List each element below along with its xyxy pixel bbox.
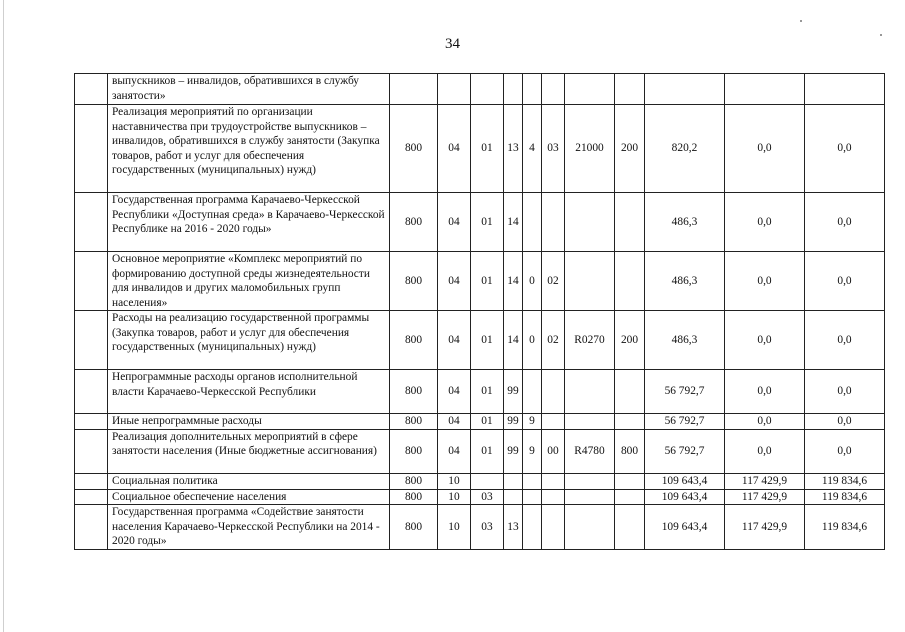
cell-ministry: 800 — [390, 105, 438, 193]
cell-subprogram: 9 — [523, 414, 542, 430]
cell-blank — [75, 252, 108, 311]
table-row — [75, 370, 885, 414]
table-row — [75, 105, 885, 193]
cell-expense-type: 200 — [615, 105, 645, 193]
cell-subsection: 01 — [471, 105, 504, 193]
page-number: 34 — [445, 36, 460, 52]
cell-program — [504, 489, 523, 505]
cell-subprogram — [523, 74, 542, 105]
cell-event: 02 — [542, 311, 565, 370]
cell-section: 10 — [438, 489, 471, 505]
cell-section: 04 — [438, 414, 471, 430]
cell-event — [542, 505, 565, 550]
cell-blank — [75, 505, 108, 550]
cell-subprogram — [523, 489, 542, 505]
cell-direction — [565, 74, 615, 105]
cell-sum-2020: 0,0 — [805, 311, 885, 370]
cell-section: 04 — [438, 105, 471, 193]
cell-sum-2019: 0,0 — [725, 429, 805, 473]
cell-sum-2018: 109 643,4 — [645, 473, 725, 489]
cell-direction: R0270 — [565, 311, 615, 370]
cell-sum-2020: 0,0 — [805, 105, 885, 193]
cell-subsection — [471, 74, 504, 105]
cell-subprogram: 0 — [523, 252, 542, 311]
cell-sum-2020 — [805, 74, 885, 105]
cell-ministry: 800 — [390, 414, 438, 430]
table-row — [75, 252, 885, 311]
cell-blank — [75, 473, 108, 489]
cell-ministry: 800 — [390, 473, 438, 489]
cell-direction — [565, 193, 615, 252]
cell-direction — [565, 473, 615, 489]
cell-sum-2019: 117 429,9 — [725, 505, 805, 550]
cell-sum-2019: 117 429,9 — [725, 489, 805, 505]
cell-expense-type — [615, 473, 645, 489]
table-row — [75, 74, 885, 105]
table-row — [75, 489, 885, 505]
cell-section — [438, 74, 471, 105]
cell-name: Социальная политика — [108, 473, 390, 489]
cell-program: 13 — [504, 505, 523, 550]
cell-ministry — [390, 74, 438, 105]
cell-subsection: 03 — [471, 489, 504, 505]
cell-direction — [565, 489, 615, 505]
cell-direction — [565, 414, 615, 430]
cell-subprogram — [523, 370, 542, 414]
cell-name: выпускников – инвалидов, обратившихся в службу занятости» — [108, 74, 390, 105]
cell-subprogram: 9 — [523, 429, 542, 473]
cell-subsection: 01 — [471, 193, 504, 252]
cell-subsection: 01 — [471, 429, 504, 473]
cell-section: 10 — [438, 505, 471, 550]
cell-name: Непрограммные расходы органов исполнительной власти Карачаево-Черкесской Республики — [108, 370, 390, 414]
table-body — [75, 74, 885, 550]
cell-sum-2019: 0,0 — [725, 370, 805, 414]
cell-event — [542, 414, 565, 430]
cell-program — [504, 473, 523, 489]
table-row — [75, 311, 885, 370]
cell-ministry: 800 — [390, 311, 438, 370]
cell-event — [542, 193, 565, 252]
cell-subsection — [471, 473, 504, 489]
cell-sum-2019: 0,0 — [725, 105, 805, 193]
cell-name: Основное мероприятие «Комплекс мероприятий по формированию доступной среды жизнедеятельности для инвалидов и других маломобильных групп населения» — [108, 252, 390, 311]
cell-event — [542, 370, 565, 414]
cell-event — [542, 473, 565, 489]
cell-blank — [75, 370, 108, 414]
cell-ministry: 800 — [390, 252, 438, 311]
cell-event — [542, 74, 565, 105]
cell-subsection: 03 — [471, 505, 504, 550]
table-row — [75, 473, 885, 489]
cell-program: 13 — [504, 105, 523, 193]
cell-sum-2019 — [725, 74, 805, 105]
cell-program: 99 — [504, 429, 523, 473]
cell-name: Реализация дополнительных мероприятий в сфере занятости населения (Иные бюджетные ассигнования) — [108, 429, 390, 473]
cell-section: 04 — [438, 429, 471, 473]
cell-expense-type — [615, 193, 645, 252]
cell-program: 99 — [504, 370, 523, 414]
cell-ministry: 800 — [390, 370, 438, 414]
cell-subsection: 01 — [471, 252, 504, 311]
cell-event: 02 — [542, 252, 565, 311]
cell-direction — [565, 370, 615, 414]
cell-blank — [75, 74, 108, 105]
cell-program — [504, 74, 523, 105]
cell-ministry: 800 — [390, 489, 438, 505]
cell-event: 03 — [542, 105, 565, 193]
cell-sum-2018: 56 792,7 — [645, 370, 725, 414]
cell-direction: R4780 — [565, 429, 615, 473]
cell-section: 04 — [438, 370, 471, 414]
cell-sum-2018 — [645, 74, 725, 105]
cell-name: Иные непрограммные расходы — [108, 414, 390, 430]
scan-speck — [800, 20, 802, 22]
cell-subprogram — [523, 193, 542, 252]
cell-expense-type — [615, 414, 645, 430]
budget-table — [74, 73, 885, 550]
cell-subprogram — [523, 505, 542, 550]
cell-program: 99 — [504, 414, 523, 430]
cell-subprogram — [523, 473, 542, 489]
cell-sum-2020: 119 834,6 — [805, 505, 885, 550]
cell-name: Социальное обеспечение населения — [108, 489, 390, 505]
cell-sum-2018: 109 643,4 — [645, 489, 725, 505]
cell-subsection: 01 — [471, 370, 504, 414]
cell-blank — [75, 105, 108, 193]
cell-sum-2019: 0,0 — [725, 311, 805, 370]
cell-name: Расходы на реализацию государственной программы (Закупка товаров, работ и услуг для обеспечения государственных (муниципальных) нужд) — [108, 311, 390, 370]
cell-section: 04 — [438, 193, 471, 252]
cell-ministry: 800 — [390, 429, 438, 473]
cell-expense-type — [615, 74, 645, 105]
cell-blank — [75, 429, 108, 473]
cell-sum-2020: 0,0 — [805, 370, 885, 414]
cell-section: 10 — [438, 473, 471, 489]
cell-sum-2020: 0,0 — [805, 414, 885, 430]
cell-ministry: 800 — [390, 505, 438, 550]
cell-expense-type — [615, 505, 645, 550]
cell-blank — [75, 311, 108, 370]
cell-subsection: 01 — [471, 414, 504, 430]
cell-blank — [75, 489, 108, 505]
cell-subprogram: 0 — [523, 311, 542, 370]
cell-direction: 21000 — [565, 105, 615, 193]
cell-name: Государственная программа «Содействие занятости населения Карачаево-Черкесской Республики на 2014 - 2020 годы» — [108, 505, 390, 550]
cell-name: Государственная программа Карачаево-Черкесской Республики «Доступная среда» в Карачаево-Черкесской Республике на 2016 - 2020 годы» — [108, 193, 390, 252]
cell-program: 14 — [504, 311, 523, 370]
cell-program: 14 — [504, 193, 523, 252]
cell-expense-type: 200 — [615, 311, 645, 370]
cell-sum-2018: 486,3 — [645, 311, 725, 370]
cell-sum-2020: 0,0 — [805, 193, 885, 252]
cell-subsection: 01 — [471, 311, 504, 370]
cell-sum-2019: 117 429,9 — [725, 473, 805, 489]
cell-sum-2020: 0,0 — [805, 429, 885, 473]
cell-blank — [75, 414, 108, 430]
cell-blank — [75, 193, 108, 252]
cell-name: Реализация мероприятий по организации наставничества при трудоустройстве выпускников – инвалидов, обратившихся в службу занятости (Закупка товаров, работ и услуг для обеспечения государственных (муниципальных) нужд) — [108, 105, 390, 193]
cell-expense-type — [615, 252, 645, 311]
cell-sum-2020: 119 834,6 — [805, 473, 885, 489]
cell-section: 04 — [438, 311, 471, 370]
cell-sum-2020: 119 834,6 — [805, 489, 885, 505]
cell-direction — [565, 252, 615, 311]
cell-sum-2018: 56 792,7 — [645, 429, 725, 473]
cell-expense-type — [615, 370, 645, 414]
table-row — [75, 414, 885, 430]
cell-expense-type — [615, 489, 645, 505]
cell-expense-type: 800 — [615, 429, 645, 473]
table-row — [75, 429, 885, 473]
cell-section: 04 — [438, 252, 471, 311]
cell-sum-2018: 109 643,4 — [645, 505, 725, 550]
table-row — [75, 505, 885, 550]
cell-event: 00 — [542, 429, 565, 473]
cell-ministry: 800 — [390, 193, 438, 252]
cell-sum-2018: 486,3 — [645, 193, 725, 252]
cell-sum-2019: 0,0 — [725, 414, 805, 430]
cell-sum-2019: 0,0 — [725, 252, 805, 311]
cell-sum-2018: 56 792,7 — [645, 414, 725, 430]
cell-sum-2019: 0,0 — [725, 193, 805, 252]
cell-sum-2020: 0,0 — [805, 252, 885, 311]
cell-event — [542, 489, 565, 505]
cell-direction — [565, 505, 615, 550]
cell-subprogram: 4 — [523, 105, 542, 193]
scan-edge-line — [3, 0, 4, 632]
cell-sum-2018: 820,2 — [645, 105, 725, 193]
table-row — [75, 193, 885, 252]
cell-sum-2018: 486,3 — [645, 252, 725, 311]
cell-program: 14 — [504, 252, 523, 311]
